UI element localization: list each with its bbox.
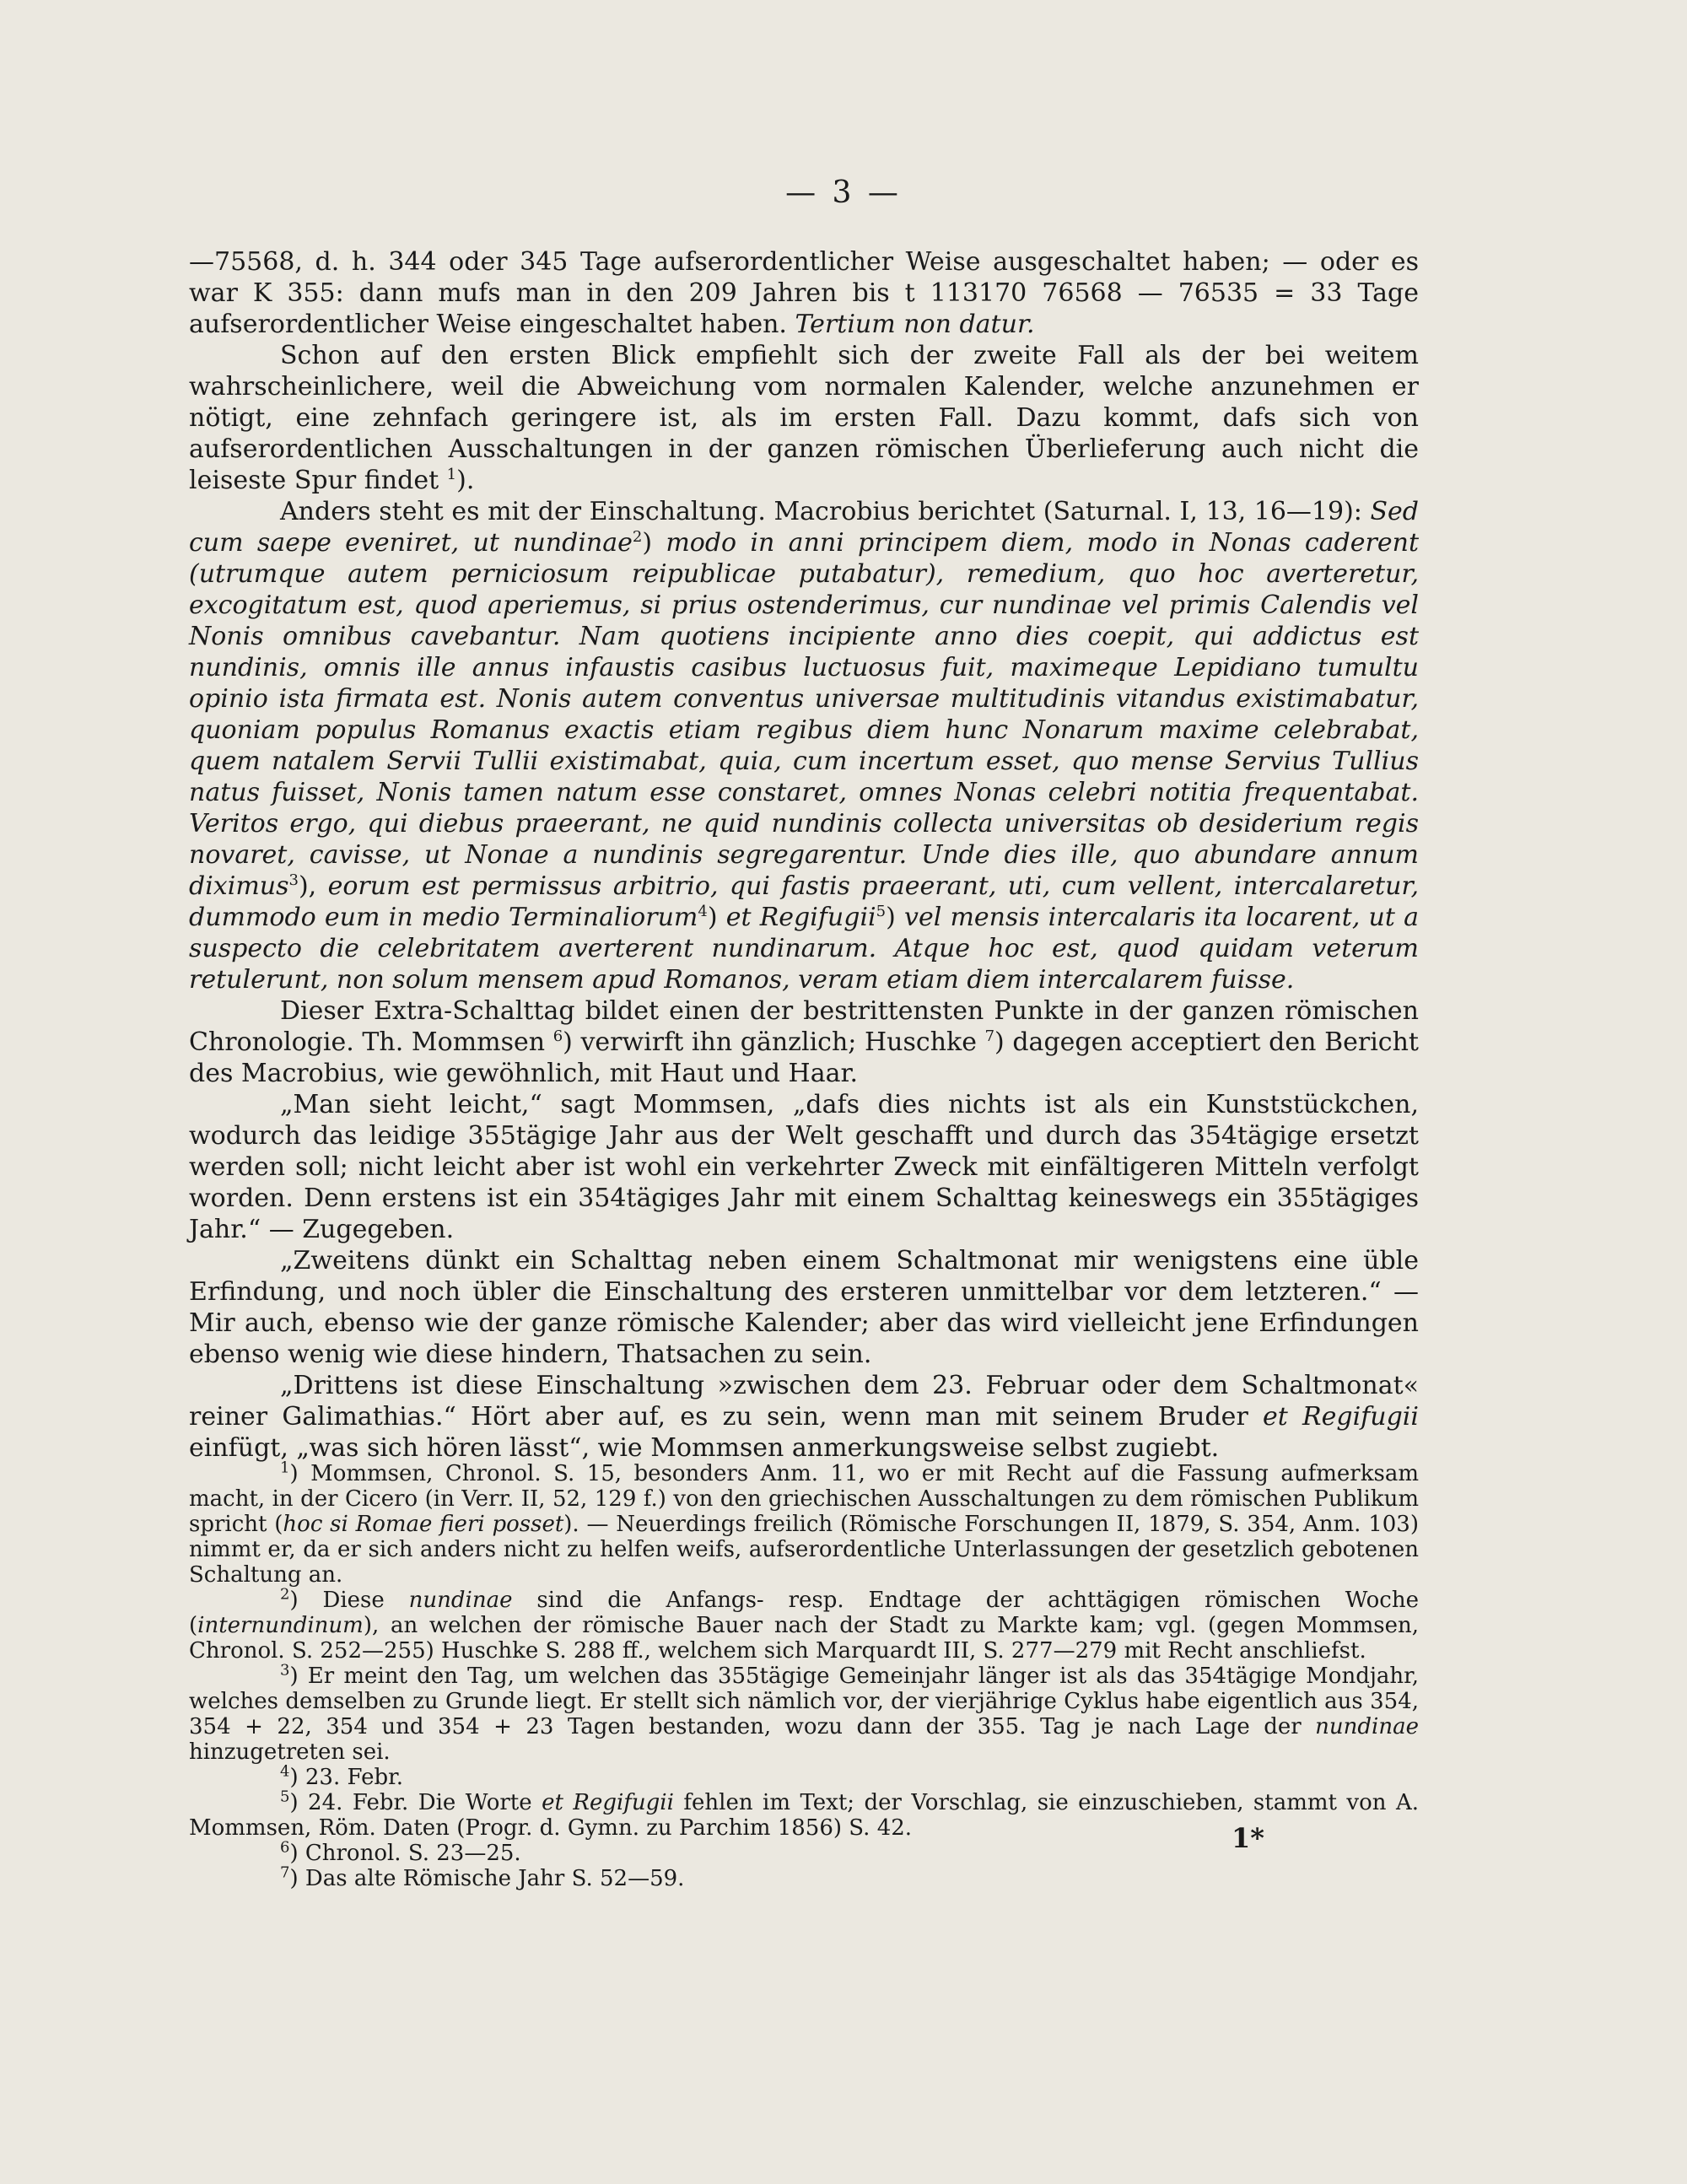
text-run: ) 24. Febr. Die Worte	[289, 1790, 542, 1815]
paragraph	[189, 340, 1419, 496]
text-run: ) Er meint den Tag, um welchen das 355tägige Gemeinjahr länger ist als das 354tägige Mondjahr, welches demselben zu Grunde liegt. Er stellt sich nämlich vor, der vierjährige Cyklus habe eigentlich aus 354, 354 + 22, 354 und 354 + 23 Tagen bestanden, wozu dann der 355. Tag je nach Lage der	[189, 1664, 1419, 1739]
footnote-ref: 2	[280, 1585, 290, 1604]
text-run: „Man sieht leicht,“ sagt Mommsen, „dafs dies nichts ist als ein Kunststückchen, wodurch das leidige 355tägige Jahr aus der Welt geschafft und durch das 354tägige ersetzt werden soll; nicht leicht aber ist wohl ein verkehrter Zweck mit einfältigeren Mitteln verfolgt worden. Denn erstens ist ein 354tägiges Jahr mit einem Schalttag keineswegs ein 355tägiges Jahr.“ — Zugegeben.	[189, 1090, 1419, 1244]
italic-text: et Regifugii	[1263, 1402, 1419, 1432]
footnote-ref: 6	[552, 1027, 563, 1045]
text-run: hinzugetreten sei.	[189, 1739, 391, 1765]
signature-mark: 1*	[1232, 1822, 1264, 1854]
footnote-ref: 1	[280, 1459, 290, 1477]
italic-text: nundinae	[1315, 1714, 1419, 1739]
text-run: einfügt, „was sich hören lässt“, wie Mommsen anmerkungsweise selbst zugiebt.	[189, 1433, 1220, 1463]
text-run: Anders steht es mit der Einschaltung. Macrobius berichtet (Saturnal. I, 13, 16—19):	[280, 497, 1371, 526]
paragraph	[189, 1370, 1419, 1464]
italic-text: et Regifugii	[725, 903, 876, 932]
footnote-ref: 5	[280, 1788, 290, 1806]
footnote-ref: 3	[288, 871, 299, 889]
italic-text: internundinum	[197, 1613, 364, 1638]
text-run: Dieser Extra-Schalttag bildet einen der bestrittensten Punkte in der ganzen römischen Chronologie. Th. Mommsen	[189, 996, 1419, 1057]
footnote-ref: 6	[280, 1838, 290, 1857]
footnote-ref: 3	[280, 1661, 290, 1680]
text-run: ), an welchen der römische Bauer nach der Stadt zu Markte kam; vgl. (gegen Mommsen, Chronol. S. 252—255) Huschke S. 288 ff., welchem sich Marquardt III, S. 277—279 mit Recht anschliefst.	[189, 1613, 1419, 1664]
body-text	[189, 246, 1419, 1464]
text-run: ) Das alte Römische Jahr S. 52—59.	[289, 1866, 685, 1891]
paragraph	[189, 995, 1419, 1089]
text-run: ) Mommsen, Chronol. S. 15, besonders Anm. 11, wo er mit Recht auf die Fassung aufmerksam macht, in der Cicero (in Verr. II, 52, 129 f.) von den griechischen Ausschaltungen zu dem römischen Publikum spricht (	[189, 1461, 1419, 1537]
italic-text: eorum est permissus arbitrio, qui fastis praeerant, uti, cum vellent, intercalaretur, dummodo eum in medio Terminaliorum	[189, 871, 1419, 932]
italic-text: et Regifugii	[542, 1790, 674, 1815]
text-run: ). — Neuerdings freilich (Römische Forschungen II, 1879, S. 354, Anm. 103) nimmt er, da er sich anders nicht zu helfen weifs, aufserordentliche Unterlassungen der gesetzlich gebotenen Schaltung an.	[189, 1512, 1419, 1588]
footnote-ref: 7	[280, 1863, 290, 1882]
italic-text: nundinae	[408, 1588, 513, 1613]
text-run: ),	[298, 871, 328, 901]
text-run: Schon auf den ersten Blick empfiehlt sich der zweite Fall als der bei weitem wahrscheinlichere, weil die Abweichung vom normalen Kalender, welche anzunehmen er nötigt, eine zehnfach geringere ist, als im ersten Fall. Dazu kommt, dafs sich von aufserordentlichen Ausschaltungen in der ganzen römischen Überlieferung auch nicht die leiseste Spur findet	[189, 341, 1419, 495]
footnote	[189, 1762, 1419, 1790]
text-run: fehlen im Text; der Vorschlag, sie einzuschieben, stammt von A. Mommsen, Röm. Daten (Progr. d. Gymn. zu Parchim 1856) S. 42.	[189, 1790, 1419, 1841]
italic-text: vel mensis intercalaris ita locarent, ut a suspecto die celebritatem averterent nundinarum. Atque hoc est, quod quidam veterum retulerunt, non solum mensem apud Romanos, veram etiam diem intercalarem fuisse.	[189, 903, 1419, 995]
italic-text: Sed cum saepe eveniret, ut nundinae	[189, 497, 1419, 558]
footnote-ref: 5	[876, 903, 887, 920]
footnote	[189, 1863, 1419, 1891]
text-run: sind die Anfangs- resp. Endtage der achttägigen römischen Woche (	[189, 1588, 1419, 1638]
italic-text: Tertium non datur.	[795, 310, 1035, 339]
footnote	[189, 1461, 1419, 1588]
italic-text: hoc si Romae fieri posset	[283, 1512, 564, 1537]
footnote-ref: 7	[984, 1027, 995, 1045]
text-run: ) Chronol. S. 23—25.	[289, 1841, 521, 1866]
footnote-ref: 4	[698, 903, 708, 920]
page-number: — 3 —	[785, 175, 902, 210]
paragraph	[189, 1245, 1419, 1370]
text-run: ) verwirft ihn gänzlich; Huschke	[563, 1027, 985, 1057]
text-run: ) Diese	[289, 1588, 409, 1613]
paragraph	[189, 1089, 1419, 1245]
footnote-ref: 2	[632, 528, 643, 546]
footnote-ref: 1	[446, 466, 457, 483]
text-run: „Drittens ist diese Einschaltung »zwischen dem 23. Februar oder dem Schaltmonat« reiner Galimathias.“ Hört aber auf, es zu sein, wenn man mit seinem Bruder	[189, 1371, 1419, 1432]
paragraph	[189, 246, 1419, 340]
text-run: )	[886, 903, 904, 932]
footnote	[189, 1661, 1419, 1765]
footnote	[189, 1585, 1419, 1664]
footnote-ref: 4	[280, 1762, 290, 1781]
text-run: „Zweitens dünkt ein Schalttag neben einem Schaltmonat mir wenigstens eine üble Erfindung, und noch übler die Einschaltung des ersteren unmittelbar vor dem letzteren.“ — Mir auch, ebenso wie der ganze römische Kalender; aber das wird vielleicht jene Erfindungen ebenso wenig wie diese hindern, Thatsachen zu sein.	[189, 1246, 1419, 1369]
text-run: )	[707, 903, 726, 932]
italic-text: modo in anni principem diem, modo in Nonas caderent (utrumque autem perniciosum reipublicae putabatur), remedium, quo hoc averteretur, excogitatum est, quod aperiemus, si prius ostenderimus, cur nundinae vel primis Calendis vel Nonis omnibus cavebantur. Nam quotiens incipiente anno dies coepit, qui addictus est nundinis, omnis ille annus infaustis casibus luctuosus fuit, maximeque Lepidiano tumultu opinio ista firmata est. Nonis autem conventus universae multitudinis vitandus existimabatur, quoniam populus Romanus exactis etiam regibus diem hunc Nonarum maxime celebrabat, quem natalem Servii Tullii existimabat, quia, cum incertum esset, quo mense Servius Tullius natus fuisset, Nonis tamen natum esse constaret, omnes Nonas celebri notitia frequentabat. Veritos ergo, qui diebus praeerant, ne quid nundinis collecta universitas ob desiderium regis novaret, cavisse, ut Nonae a nundinis segregarentur. Unde dies ille, quo abundare annum diximus	[189, 528, 1419, 901]
text-run: ) dagegen acceptiert den Bericht des Macrobius, wie gewöhnlich, mit Haut und Haar.	[189, 1027, 1419, 1088]
paragraph	[189, 496, 1419, 995]
text-run: ) 23. Febr.	[289, 1765, 403, 1790]
text-run: )	[642, 528, 666, 558]
text-run: —75568, d. h. 344 oder 345 Tage aufserordentlicher Weise ausgeschaltet haben; — oder es war K 355: dann mufs man in den 209 Jahren bis t 113170 76568 — 76535 = 33 Tage aufserordentlicher Weise eingeschaltet haben.	[189, 247, 1419, 339]
text-run: ).	[456, 466, 475, 495]
